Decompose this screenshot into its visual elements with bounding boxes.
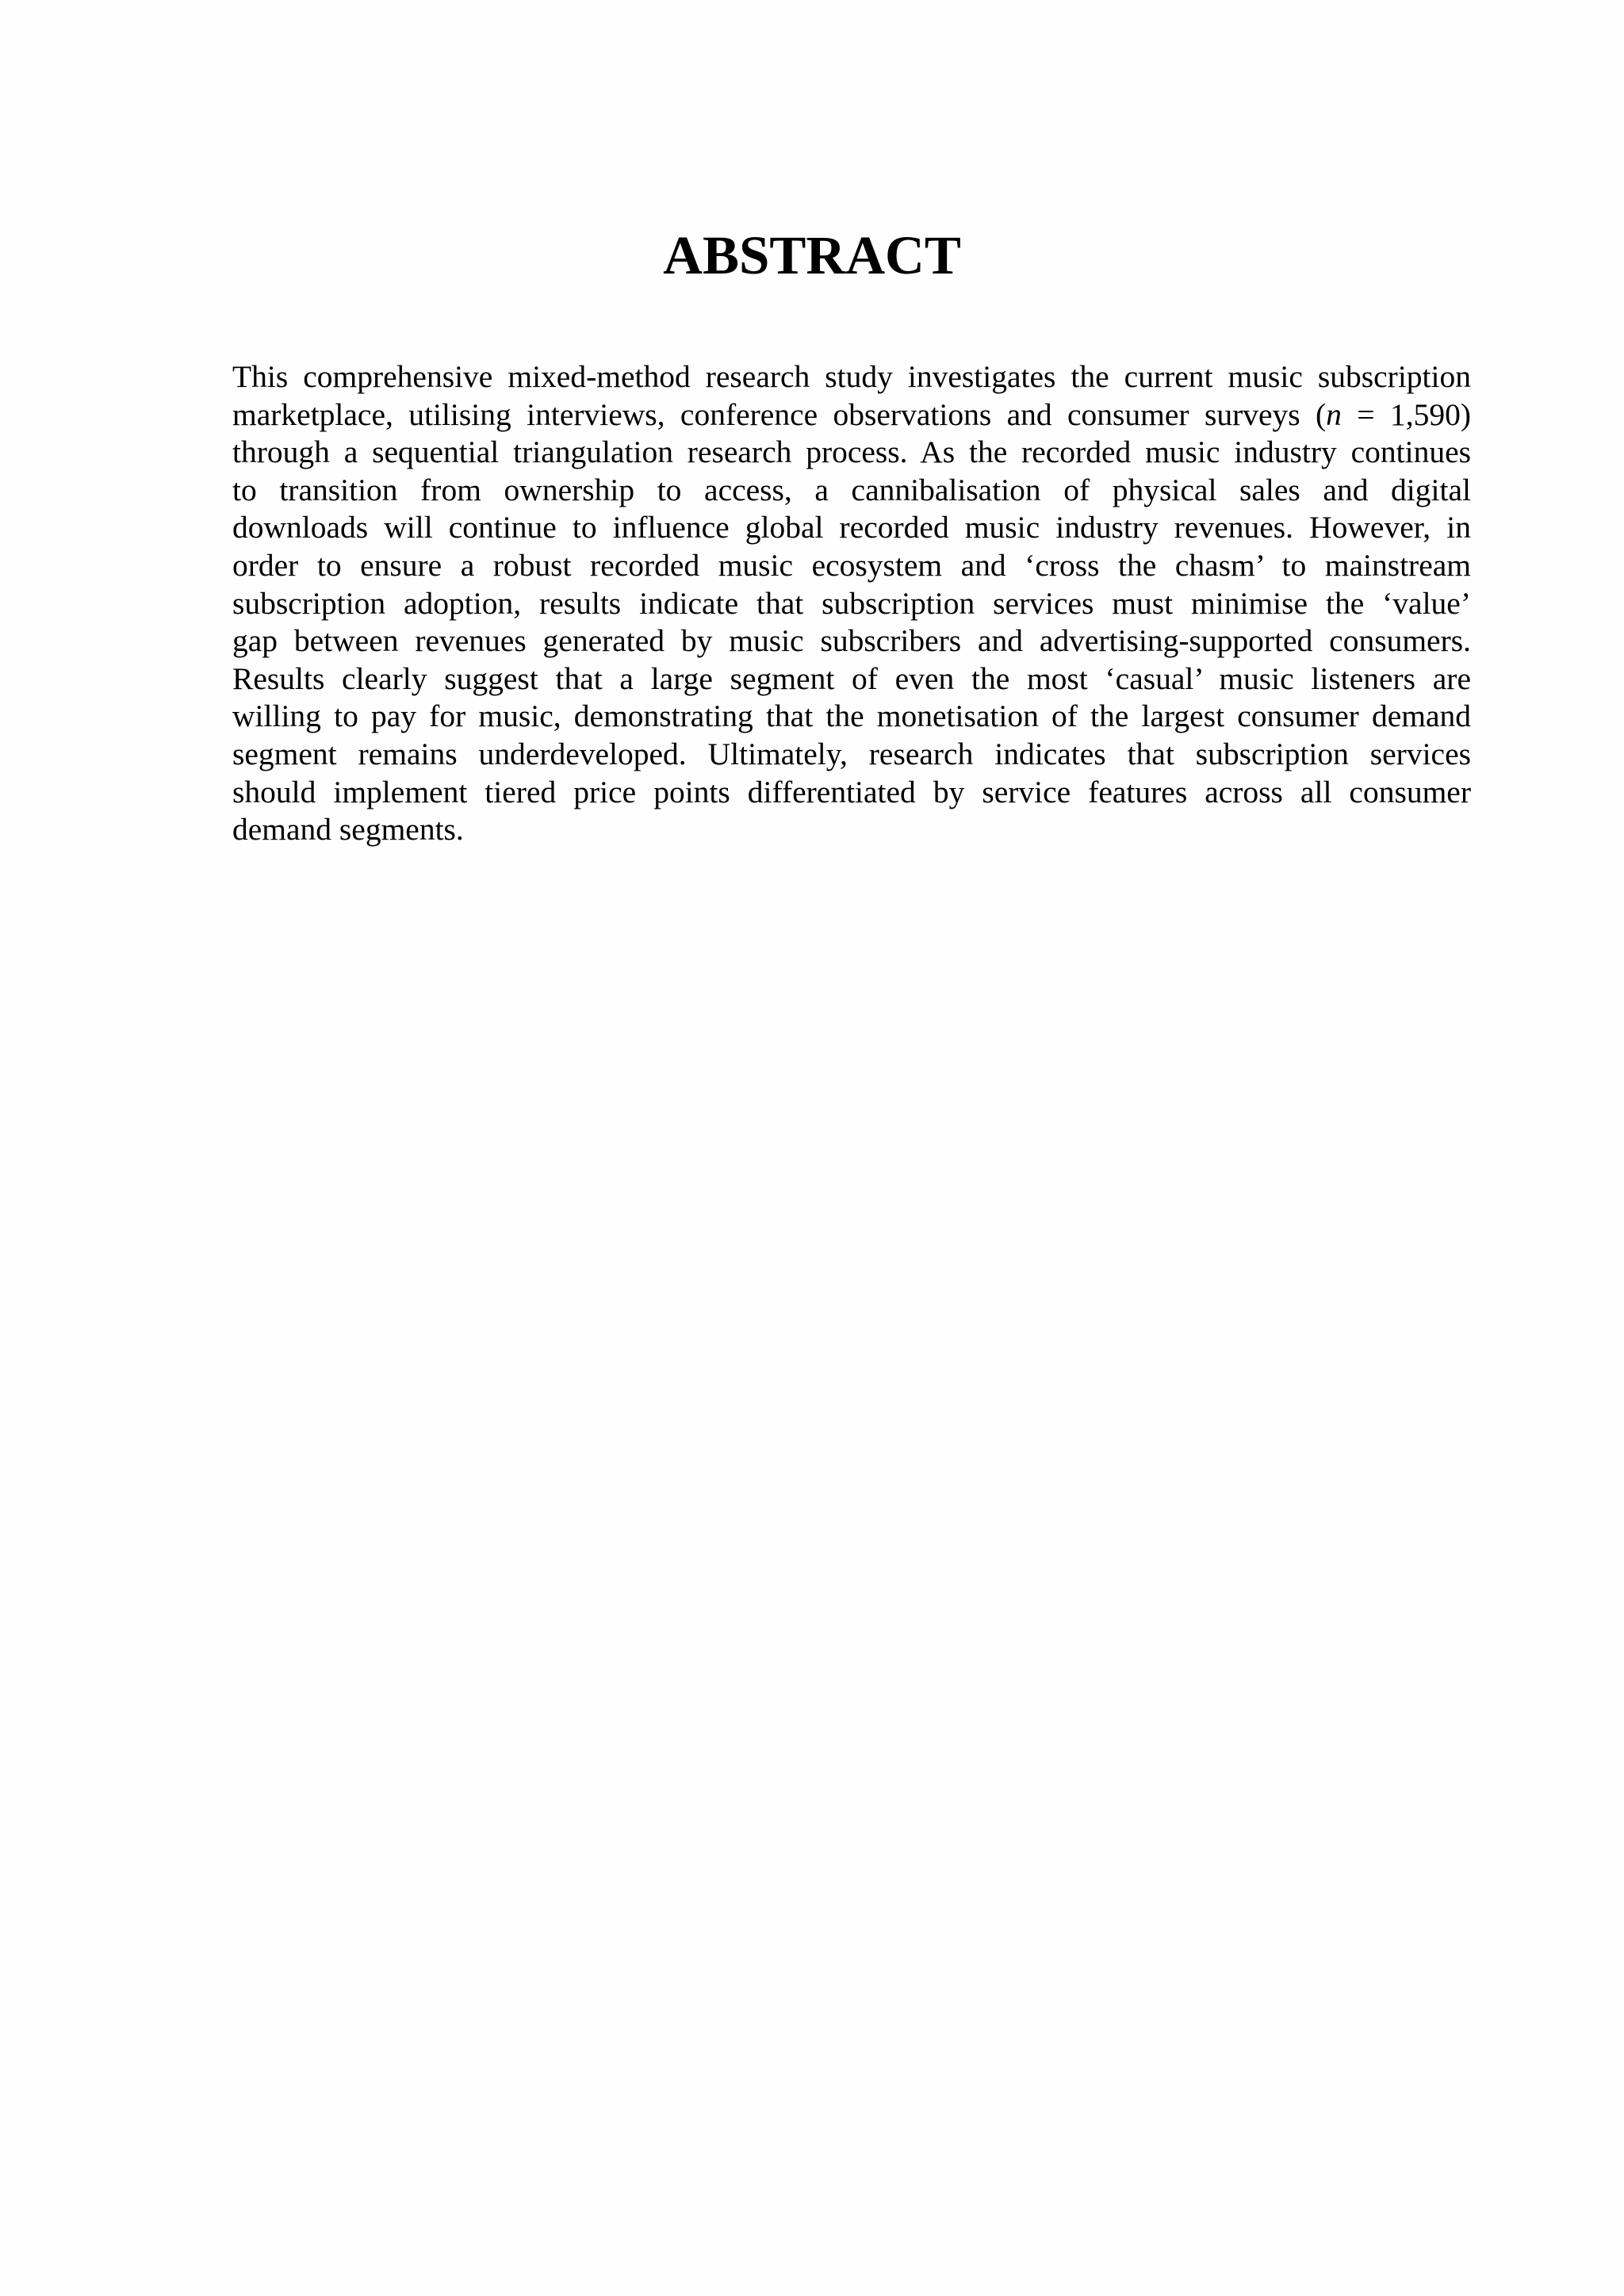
paragraph-line: gap between revenues generated by music subscribers and advertising-supported consumers. bbox=[232, 623, 1471, 659]
paragraph-line: should implement tiered price points differentiated by service features across all consumer bbox=[232, 774, 1471, 809]
paragraph-line: willing to pay for music, demonstrating that the monetisation of the largest consumer demand bbox=[232, 698, 1471, 734]
paragraph-line: order to ensure a robust recorded music ecosystem and ‘cross the chasm’ to mainstream bbox=[232, 547, 1471, 583]
paragraph-line: downloads will continue to influence global recorded music industry revenues. However, in bbox=[232, 510, 1471, 545]
paragraph-line: segment remains underdeveloped. Ultimately, research indicates that subscription services bbox=[232, 736, 1471, 771]
paragraph-line: marketplace, utilising interviews, conference observations and consumer surveys (n = 1,590) bbox=[232, 396, 1471, 432]
paragraph-line: subscription adoption, results indicate that subscription services must minimise the ‘value’ bbox=[232, 585, 1471, 621]
paragraph-line: demand segments. bbox=[232, 812, 464, 848]
abstract-title: ABSTRACT bbox=[663, 225, 961, 285]
abstract-paragraph bbox=[232, 358, 1471, 849]
sample-size-variable: n bbox=[1326, 396, 1342, 432]
paragraph-line: This comprehensive mixed-method research study investigates the current music subscription bbox=[232, 359, 1471, 394]
paragraph-line: to transition from ownership to access, a cannibalisation of physical sales and digital bbox=[232, 472, 1471, 507]
paragraph-line: through a sequential triangulation research process. As the recorded music industry continues bbox=[232, 434, 1471, 470]
paragraph-line: Results clearly suggest that a large segment of even the most ‘casual’ music listeners are bbox=[232, 660, 1471, 696]
